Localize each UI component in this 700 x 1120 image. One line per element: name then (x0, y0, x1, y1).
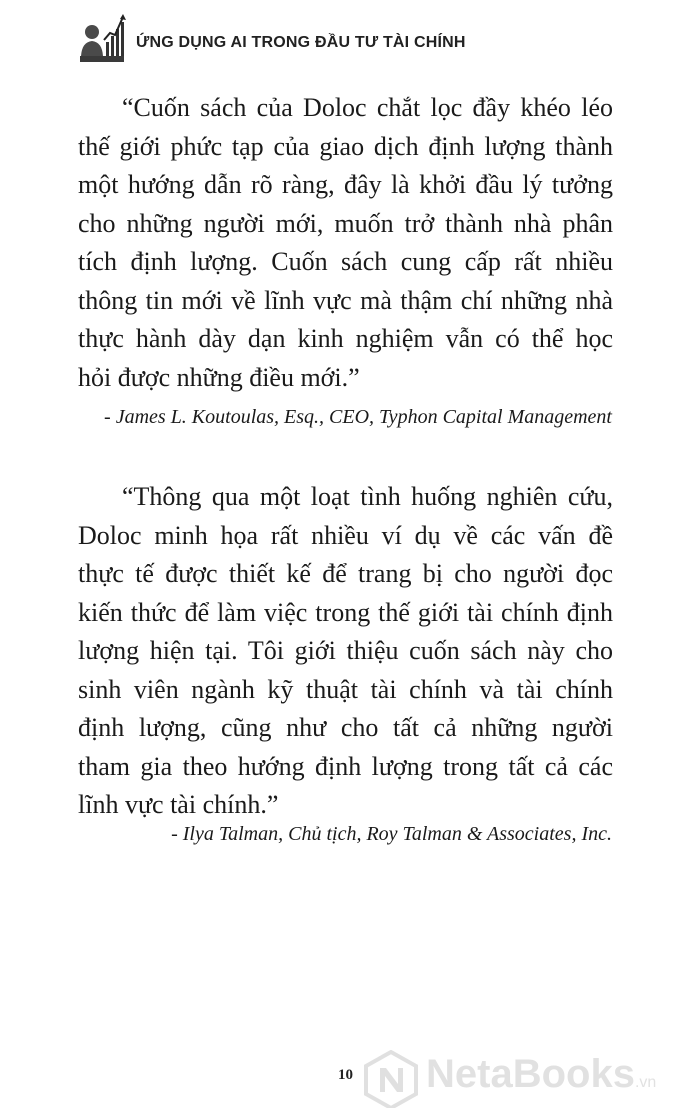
quote-line: tham gia theo hướng định lượng trong tất cả các (78, 751, 613, 781)
quote-line: thực tế được thiết kế để trang bị cho người đọc (78, 559, 613, 588)
quote-line: lĩnh vực tài chính.” (78, 790, 279, 819)
quote-line: thế giới phức tạp của giao dịch định lượng thành (78, 131, 613, 161)
quote-attribution: - Ilya Talman, Chủ tịch, Roy Talman & Associates, Inc. (171, 823, 612, 845)
book-title: ỨNG DỤNG AI TRONG ĐẦU TƯ TÀI CHÍNH (136, 34, 466, 51)
page-number: 10 (338, 1067, 353, 1083)
quote-line: cho những người mới, muốn trở thành nhà phân (78, 208, 613, 238)
running-header (78, 10, 638, 70)
quote-line: tích định lượng. Cuốn sách cung cấp rất nhiều (78, 247, 613, 276)
quote-line: một hướng dẫn rõ ràng, đây là khởi đầu lý tưởng (78, 170, 613, 199)
netabooks-logo-icon (362, 1050, 420, 1108)
quote-attribution: - James L. Koutoulas, Esq., CEO, Typhon Capital Management (104, 406, 612, 428)
investor-chart-icon (78, 12, 128, 64)
quote-line: lượng hiện tại. Tôi giới thiệu cuốn sách này cho (78, 636, 613, 665)
quote-line: “Cuốn sách của Doloc chắt lọc đầy khéo léo (122, 93, 613, 122)
watermark-text (426, 1052, 656, 1097)
quote-line: định lượng, cũng như cho tất cả những người (78, 713, 613, 742)
quote-line: thông tin mới về lĩnh vực mà thậm chí những nhà (78, 285, 613, 315)
watermark-suffix: .vn (634, 1074, 657, 1091)
quote-line: thực hành dày dạn kinh nghiệm vẫn có thể học (78, 324, 613, 353)
watermark-brand: NetaBooks (426, 1052, 635, 1096)
quote-line: hỏi được những điều mới.” (78, 362, 360, 392)
quote-line: kiến thức để làm việc trong thế giới tài chính định (78, 597, 613, 627)
watermark (362, 1046, 698, 1108)
quote-line: “Thông qua một loạt tình huống nghiên cứu, (122, 482, 613, 511)
quote-line: Doloc minh họa rất nhiều ví dụ về các vấn đề (78, 520, 613, 550)
quote-line: sinh viên ngành kỹ thuật tài chính và tài chính (78, 674, 613, 704)
testimonial-quote (78, 89, 613, 397)
testimonial-quote (78, 478, 613, 825)
